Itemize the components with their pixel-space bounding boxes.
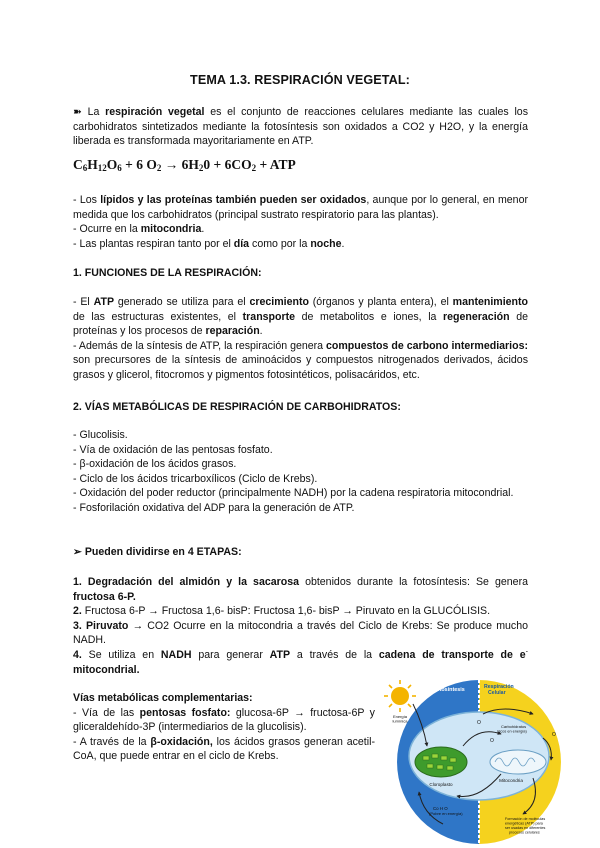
chloroplast-label: Cloroplasto (429, 782, 453, 787)
respiration-formula: $C_6H_{12}O_6 + 6$ $O_2 \to 6H_20 + 6CO_2$ + ATP (73, 157, 296, 173)
notes-list (73, 193, 528, 251)
mitochondria-shape (490, 750, 546, 774)
atp-label: Formación de moléculas (505, 817, 546, 821)
sun-icon (384, 680, 416, 712)
intermediates-paragraph: - Además de la síntesis de ATP, la respiración genera compuestos de carbono intermediarios: son precursores de la síntesis de aminoácidos y compuestos nitrogenados derivados, ácidos grasos y glicerol, fitocromos y pigmentos fotosintéticos, polisacáridos, etc. (73, 339, 528, 381)
mitochondria-label: Mitocondria (499, 778, 523, 783)
carbohydrates-label: (ricos en energía) (497, 729, 527, 734)
stage-1: 1. Degradación del almidón y la sacarosa obtenidos durante la fotosíntesis: Se genera fructosa 6-P. (73, 576, 528, 603)
section-1-heading: 1. FUNCIONES DE LA RESPIRACIÓN: (73, 267, 262, 279)
pathway-item: - Ciclo de los ácidos tricarboxílicos (Ciclo de Krebs). (73, 472, 318, 485)
arrow-bullet-icon: ➽ (73, 106, 82, 118)
stages-list (73, 575, 528, 677)
photosynthesis-title: Fotosíntesis (433, 687, 465, 693)
oxygen-label: O (490, 738, 494, 744)
co2-water-label: Co H O (433, 806, 448, 811)
sun-label: Energía (392, 714, 408, 719)
pathway-item: - Vía de oxidación de las pentosas fosfato. (73, 443, 273, 456)
pathway-item: - Glucolisis. (73, 429, 128, 441)
stages-heading: ➢ Pueden dividirse en 4 ETAPAS: (73, 546, 242, 558)
atp-label: ser usadas en diferentes (505, 826, 546, 830)
beta-oxidation-paragraph: - A través de la β-oxidación, los ácidos grasos generan acetil-CoA, que puede entrar en el ciclo de Krebs. (73, 735, 375, 763)
oxygen-label: O (552, 732, 556, 738)
complementary-heading: Vías metabólicas complementarias: (73, 692, 253, 704)
section-1-body (73, 295, 528, 383)
respiration-title: Respiración (484, 684, 514, 690)
sun-label: lumínica (392, 718, 408, 724)
pathway-item: - Oxidación del poder reductor (principalmente NADH) por la cadena respiratoria mitocondrial. (73, 487, 514, 500)
poor-energy-label: (Pobre en energía) (429, 811, 463, 816)
photosynthesis-respiration-diagram (383, 674, 563, 844)
page-title: TEMA 1.3. RESPIRACIÓN VEGETAL: (190, 73, 410, 87)
pentose-paragraph: - Vía de las pentosas fosfato: glucosa-6P → fructosa-6P y gliceraldehído-3P (intermediarios de la glucolisis). (73, 706, 375, 734)
pathway-item: - Fosforilación oxidativa del ADP para la generación de ATP. (73, 501, 355, 514)
stage-3: 3. Piruvato → CO2 Ocurre en la mitocondria a través del Ciclo de Krebs: Se produce mucho NADH. (73, 619, 528, 647)
note-mitochondria: - Ocurre en la mitocondria. (73, 223, 205, 236)
intro-paragraph: ➽ La respiración vegetal es el conjunto de reacciones celulares mediante las cuales los carbohidratos sintetizados mediante la fotosíntesis son oxidados a CO2 y H2O, y la energía liberada es transformada mayoritariamente en ATP. (73, 106, 528, 148)
respiration-title: Celular (488, 690, 506, 696)
pathways-list (73, 428, 528, 516)
note-day-night: - Las plantas respiran tanto por el día como por la noche. (73, 237, 345, 250)
stage-4: 4. Se utiliza en NADH para generar ATP a través de la cadena de transporte de e- mitocondrial. (73, 648, 528, 676)
stage-2: 2. Fructosa 6-P → Fructosa 1,6- bisP: Fructosa 1,6- bisP → Piruvato en la GLUCÓLISIS. (73, 605, 491, 618)
note-lipids: - Los lípidos y las proteínas también pueden ser oxidados, aunque por lo general, en menor medida que los carbohidratos (principal sustrato respiratorio para las plantas). (73, 194, 528, 221)
atp-label: energéticas (ATP) para (505, 821, 543, 826)
carbohydrates-label: Carbohidratos (501, 724, 527, 729)
complementary-pathways (73, 691, 375, 764)
atp-label: procesos celulares (509, 830, 540, 835)
oxygen-label: O (477, 720, 481, 726)
functions-paragraph: - El ATP generado se utiliza para el crecimiento (órganos y planta entera), el mantenimiento de las estructuras existentes, el transporte de metabolitos e iones, la regeneración de proteínas y los procesos de reparación. (73, 296, 528, 338)
section-2-heading: 2. VÍAS METABÓLICAS DE RESPIRACIÓN DE CARBOHIDRATOS: (73, 401, 401, 413)
chloroplast-shape (415, 747, 467, 777)
pathway-item: - β-oxidación de los ácidos grasos. (73, 458, 237, 471)
